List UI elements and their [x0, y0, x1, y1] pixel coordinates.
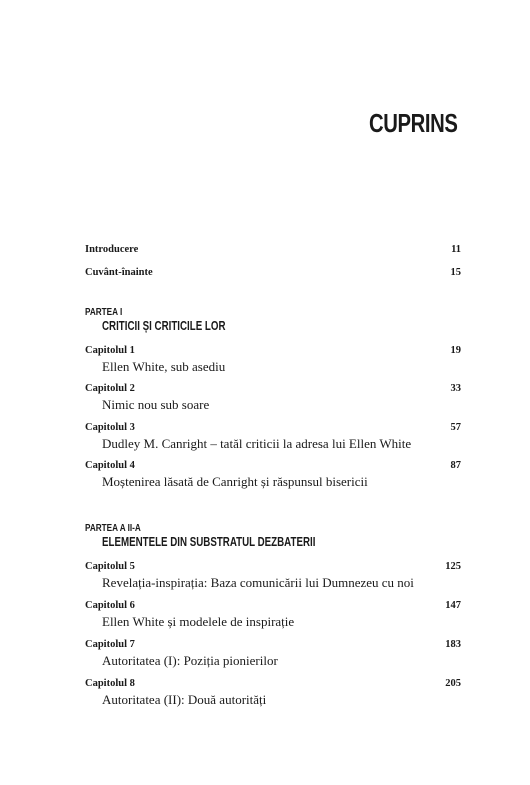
page-number: 183 [445, 639, 461, 650]
toc-chapter [85, 422, 461, 451]
chapter-title: Ellen White, sub asediu [102, 359, 226, 374]
part-label: PARTEA I [85, 306, 123, 318]
page-number: 11 [451, 244, 461, 255]
chapter-label: Capitolul 6 [85, 600, 135, 611]
page-number: 15 [450, 267, 461, 278]
toc-chapter [85, 383, 461, 412]
page-number: 147 [445, 600, 461, 611]
chapter-label: Capitolul 8 [85, 678, 135, 689]
page-number: 33 [450, 383, 461, 394]
chapter-title: Nimic nou sub soare [102, 397, 210, 412]
toc-chapter [85, 639, 461, 668]
chapter-label: Capitolul 5 [85, 561, 135, 572]
part-label: PARTEA A II-A [85, 522, 141, 534]
toc-chapter [85, 345, 461, 374]
toc-chapter [85, 561, 461, 590]
part-title: ELEMENTELE DIN SUBSTRATUL DEZBATERII [102, 535, 316, 549]
page-number: 19 [450, 345, 461, 356]
chapter-title: Autoritatea (II): Două autorități [102, 692, 267, 707]
chapter-title: Revelația-inspirația: Baza comunicării lui Dumnezeu cu noi [102, 575, 414, 590]
page-number: 57 [450, 422, 461, 433]
chapter-label: Capitolul 1 [85, 345, 135, 356]
toc-chapter [85, 600, 461, 629]
toc-entry-cuvant-inainte [85, 267, 461, 281]
chapter-title: Dudley M. Canright – tatăl criticii la adresa lui Ellen White [102, 436, 412, 451]
chapter-label: Capitolul 7 [85, 639, 135, 650]
chapter-title: Moștenirea lăsată de Canright și răspunsul bisericii [102, 474, 368, 489]
page-title: CUPRINS [369, 108, 458, 138]
chapter-label: Capitolul 4 [85, 460, 135, 471]
toc-entry-introducere [85, 244, 461, 258]
part-title: CRITICII ȘI CRITICILE LOR [102, 319, 226, 333]
page-number: 125 [445, 561, 461, 572]
page-number: 87 [450, 460, 461, 471]
toc-chapter [85, 678, 461, 707]
chapter-title: Autoritatea (I): Poziția pionierilor [102, 653, 278, 668]
entry-label: Cuvânt-înainte [85, 267, 153, 278]
page-number: 205 [445, 678, 461, 689]
chapter-title: Ellen White și modelele de inspirație [102, 614, 295, 629]
toc-chapter [85, 460, 461, 489]
chapter-label: Capitolul 2 [85, 383, 135, 394]
chapter-label: Capitolul 3 [85, 422, 135, 433]
entry-label: Introducere [85, 244, 139, 255]
